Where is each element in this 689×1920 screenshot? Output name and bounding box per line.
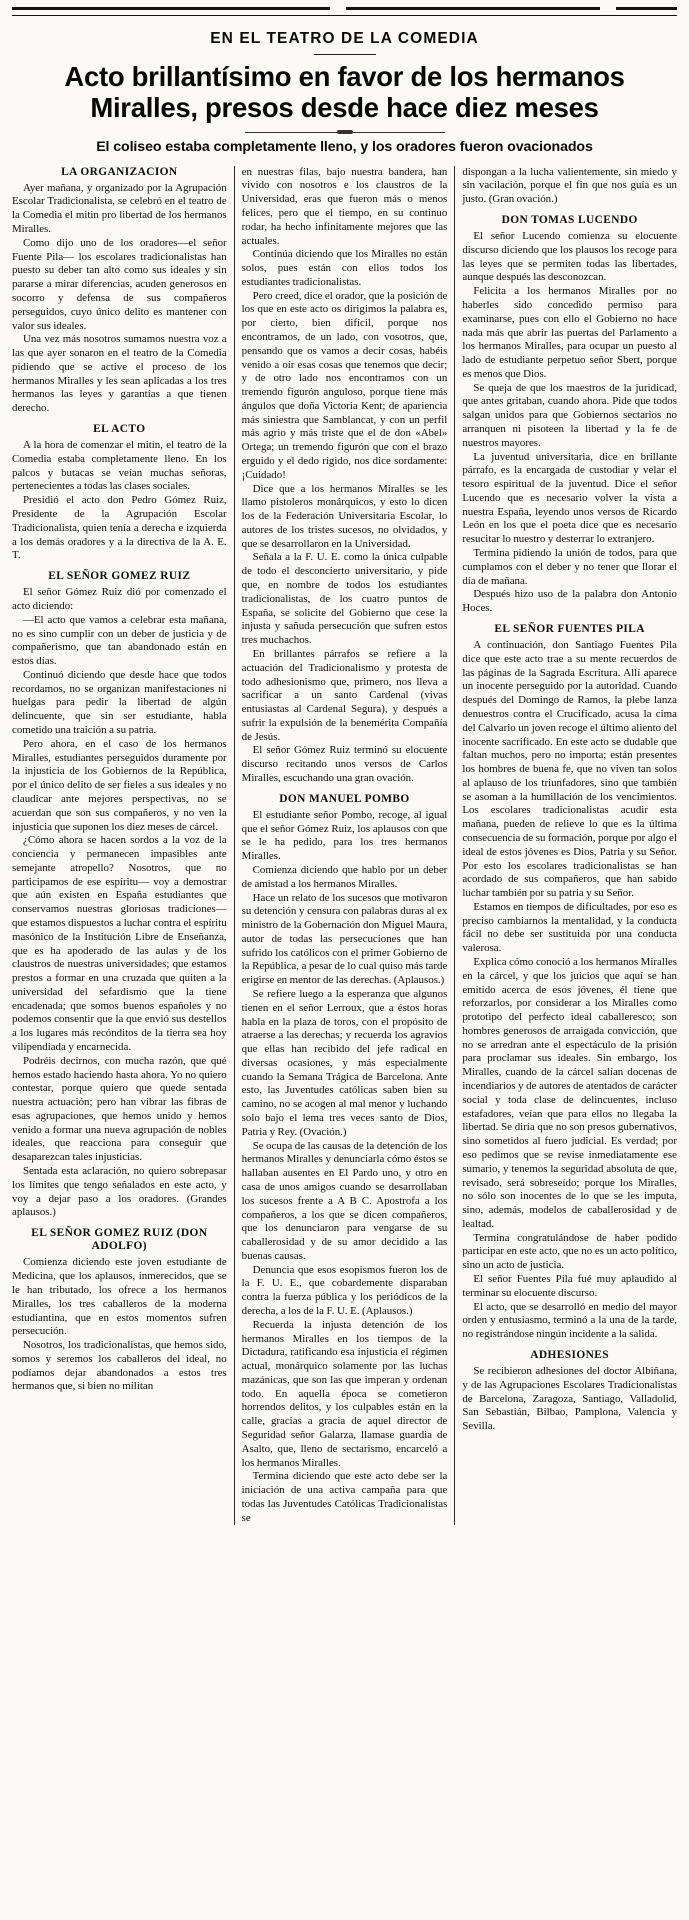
article-paragraph: Se recibieron adhesiones del doctor Albiñana, y de las Agrupaciones Escolares Tradicionalistas de Barcelona, Zaragoza, Santiago, Valladolid, San Sebastián, Bilbao, Pamplona, Valencia y Sevilla. (462, 1364, 677, 1433)
kicker: EN EL TEATRO DE LA COMEDIA (210, 30, 479, 47)
article-paragraph: Continúa diciendo que los Miralles no están solos, pues están con ellos todos los estudiantes tradicionalistas. (241, 248, 448, 288)
article-paragraph: Una vez más nosotros sumamos nuestra voz a las que ayer sonaron en el teatro de la Comedia pidiendo que se active el proceso de los hermanos Miralles y les sean aplicadas a los tres hermanos las leyes y garantías a que tienen derecho. (12, 333, 227, 415)
article-paragraph: Termina congratulándose de haber podido participar en este acto, que no es un acto político, sino un acto de justicia. (462, 1231, 677, 1272)
article-paragraph: El señor Lucendo comienza su elocuente discurso diciendo que los plausos los recoge para las leyes que se permiten todas las libertades, aunque después las desconozcan. (462, 230, 677, 284)
section-heading: EL SEÑOR GOMEZ RUIZ (48, 570, 191, 583)
section-heading: DON MANUEL POMBO (279, 792, 410, 805)
article-paragraph: Ayer mañana, y organizado por la Agrupación Escolar Tradicionalista, se celebró en el teatro de la Comedia el mitin pro libertad de los hermanos Miralles. (12, 181, 227, 236)
article-paragraph: Señala a la F. U. E. como la única culpable de todo el desconcierto universitario, y pide que, en nombre de todos los estudiantes tradicionalistas, de los cuatro puntos de España, se solicite del Gobierno que cese la injusta y sañuda persecución que sufren estos tres muchachos. (241, 551, 448, 647)
article-paragraph: Comienza diciendo este joven estudiante de Medicina, que los aplausos, inmerecidos, que se le han tributado, los ofrece a los hermanos Miralles, los tres caballeros de la moderna estudiantina, que en estos momentos sufren persecución. (12, 1256, 227, 1338)
section-heading: DON TOMAS LUCENDO (501, 213, 638, 226)
article-paragraph: A continuación, don Santiago Fuentes Pila dice que este acto trae a su mente recuerdos de las páginas de la Sagrada Escritura. Allí aparece un inocente perseguido por la autoridad. Cuando después del Domingo de Ramos, la plebe lanza denuestros contra el Crucificado, acusa la cima del Calvario un joven recoge el último aliento del inocente sacrificado. En este acto se dudable que faltan muchos, pero no importa; están presentes los hombres de buena fe, que no viven tan solos al aplauso de los triunfadores, sino que también se asoman a la humillación de los vencimientos. Los escolares tradicionalistas acudir esta mañana, pueden de relieve lo que es la última consecuencia de su formación, porque por algo el ideal de estos jóvenes es Dios, Patria y su Señor. Por esto los escolares tradicionalistas se han acordado de sus compañeros, que han sabido luchar también por su patria y su Señor. (462, 639, 677, 900)
column-2 (234, 166, 456, 1526)
kicker-divider (314, 54, 376, 55)
article-paragraph: Presidió el acto don Pedro Gómez Ruiz, Presidente de la Agrupación Escolar Tradicionalista, quien tenía a derecha e izquierda a los demás oradores y a la directiva de la A. E. T. (12, 494, 227, 562)
article-paragraph: La juventud universitaria, dice en brillante párrafo, es la encargada de custodiar y velar el tesoro espiritual de la juventud. Dice el señor Lucendo que es necesario volver la vista a nuestra España, leyendo unos versos de Ricardo León en los que el poeta dice que es necesario resucitar lo nuestro y desterrar lo extranjero. (462, 450, 677, 546)
article-paragraph: Termina pidiendo la unión de todos, para que cumplamos con el deber y no tener que llorar el día de mañana. (462, 547, 677, 587)
article-paragraph: ¿Cómo ahora se hacen sordos a la voz de la conciencia y permanecen impasibles ante semejante atropello? Nosotros, que no participamos de ese espíritu— voy a demostrar que aún existen en España estudiantes que conservamos nuestras gloriosas tradiciones— que estamos dispuestos a luchar contra el espíritu masónico de la Institución Libre de Enseñanza, que es ha apoderado de las aulas y de los claustros de nuestras universidades; que estamos prestos a formar en una cruzada que quiten a la universidad del sefardismo que la tiene encadenada; que somos buenos españoles y no podemos consentir que la que envió sus destellos a los lugares más recónditos de la tierra sea hoy vilipendiada y encarnecida. (12, 834, 227, 1054)
article-paragraph: —El acto que vamos a celebrar esta mañana, no es sino cumplir con un deber de justicia y de compañerismo, que tan abandonado están en estos días. (12, 613, 227, 668)
article-paragraph: A la hora de comenzar el mitin, el teatro de la Comedia estaba completamente lleno. En los palcos y butacas se veían muchas señoras, pertenecientes a todas las clases sociales. (12, 439, 227, 493)
article-paragraph: Termina diciendo que este acto debe ser la iniciación de una activa campaña para que todas las Juventudes Católicas Tradicionalistas se (241, 1470, 448, 1524)
section-heading: ADHESIONES (530, 1348, 609, 1361)
article-paragraph: Denuncia que esos esopismos fueron los de la F. U. E., que cobardemente disparaban contra la fuerza pública y los periódicos de la derecha, a los de la F. U. E. (Aplausos.) (241, 1263, 448, 1317)
article-paragraph: Se queja de que los maestros de la juridicad, que antes gritaban, cuando ahora. Pide que todos salgan unidos para que Gobiernos sectarios no arranquen ni pisoteen la libertad y la fe de nuestros mayores. (462, 381, 677, 449)
column-1 (12, 166, 234, 1526)
article-paragraph: Nosotros, los tradicionalistas, que hemos sido, somos y seremos los caballeros del ideal, no podíamos dejar abandonados a estos tres hermanos que, si bien no militan (12, 1339, 227, 1393)
column-3 (455, 166, 677, 1526)
article-paragraph: En brillantes párrafos se refiere a la actuación del Tradicionalismo y protesta de todo adhesionismo que, primero, nos lleva a sacrificar a un santo Cardenal (vivas entusiastas al Cardenal Segura), y después a sufrir la expulsión de la benemérita Compañía de Jesús. (241, 647, 448, 743)
article-paragraph: Pero creed, dice el orador, que la posición de los que en este acto os dirigimos la palabra es, por cierto, bien difícil, porque nos encontramos, de un lado, con vosotros, que, pensando que os vamos a decir cosas, habéis venido a oír esas cosas que tenemos que decir; y de otro lado nos encontramos con un tremendo figurón anguloso, porque tiene más ángulos que doña Victoria Kent; de apariencia más siniestra que Samblancat, y con un perfil más agrio y más triste que el de don «Abel» Ortega; un tremendo figurón que con el brazo erguido y el dedo rígido, nos dice sordamente: ¡Cuidado! (241, 289, 448, 481)
article-paragraph: Se refiere luego a la esperanza que algunos tienen en el señor Lerroux, que a éstos horas habla en la plaza de toros, con el propósito de atraerse a las derechas; y recuerda los agravios que ellas han recibido del jefe radical en diversas ocasiones, y más especialmente cuando la Semana Trágica de Barcelona. Ante esto, las Juventudes católicas saben bien su camino, no se acogen al mal menor y luchando solo bajo el lema tres veces santo de Dios, Patria y Rey. (Ovación.) (241, 988, 448, 1138)
page-title: Acto brillantísimo en favor de los hermanos Miralles, presos desde hace diez meses (64, 61, 625, 123)
article-paragraph: en nuestras filas, bajo nuestra bandera, han vivido con nosotros e los claustros de la Universidad, eras que fueron más o menos felices, pero que el tiempo, en su continuo rodar, ha hecho infinitamente mejores que las actuales. (241, 165, 448, 247)
article-paragraph: El señor Fuentes Pila fué muy aplaudido al terminar su elocuente discurso. (462, 1272, 677, 1299)
article-paragraph: Continuó diciendo que desde hace que todos recordamos, no se organizan manifestaciones ni huelgas para pedir la libertad de algún delincuente, que sin ser estudiante, habla cometido una traición a su patria. (12, 668, 227, 737)
article-paragraph: El señor Gómez Ruiz terminó su elocuente discurso recitando unos versos de Carlos Miralles, escuchando una gran ovación. (241, 744, 448, 784)
article-paragraph: El acto, que se desarrolló en medio del mayor orden y entusiasmo, terminó a la una de la tarde, no registrándose ningún incidente a la salida. (462, 1300, 677, 1341)
article-paragraph: Estamos en tiempos de dificultades, por eso es preciso cambiarnos la mentalidad, y la conducta fácil no debe ser sustituida por una conducta valerosa. (462, 900, 677, 955)
article-paragraph: Explica cómo conoció a los hermanos Miralles en la cárcel, y que los juicios que aquí se han emitido acerca de esos jóvenes, él tiene que reforzarlos, por considerar a los Miralles como prototipo del perfecto ideal caballeresco; son hombres generosos de arraigada convicción, que no se arredran ante el espectáculo de la prisión para proclamar sus ideales. Sin embargo, los Miralles, cuando de la cárcel salían docenas de incendiarios y de autores de atentados de carácter social y toda clase de delincuentes, incluso estafadores, veían que para ellos no llegaba la libertad. Se diría que no son presos gubernativos, sino sometidos al fuero judicial. Es verdad; por eso pedimos que se revise inmediatamente ese sumario, y tenemos la seguridad absoluta de que, revisado, será sobreseído; porque los Miralles, no sólo son inocentes de lo que se les imputa, sino, además, modelos de caballerosidad y de lealtad. (462, 956, 677, 1230)
article-paragraph: Después hizo uso de la palabra don Antonio Hoces. (462, 588, 677, 615)
article-paragraph: Hace un relato de los sucesos que motivaron su detención y censura con palabras duras al ex ministro de la Gobernación don Miguel Maura, autor de todas las persecuciones que han sufrido los católicos con el primer Gobierno de la República, a pesar de lo cual quiso más tarde erigirse en mentor de las derechas. (Aplausos.) (241, 891, 448, 987)
article-paragraph: Se ocupa de las causas de la detención de los hermanos Miralles y denunciarla cómo éstos se hallaban ausentes en El Pardo uno, y otro en casa de unos amigos cuando se desarrollaban los sucesos frente a A B C. Apostrofa a los compañeros, a los que se dicen compañeros, que los denunciaron para vengarse de su caballerosidad y de su amor decidido a las buenas causas. (241, 1139, 448, 1262)
article-paragraph: Pero ahora, en el caso de los hermanos Miralles, estudiantes perseguidos duramente por la injusticia de los Gobiernos de la República, por el único delito de ser fieles a sus ideales y no claudicar ante mejores perspectivas, no se acuerdan que son sus compañeros, y no ven la injusticia que suponen los diez meses de cárcel. (12, 737, 227, 833)
section-heading: EL SEÑOR GOMEZ RUIZ (DON ADOLFO) (31, 1227, 208, 1253)
masthead-rule-gap-left (330, 7, 346, 12)
masthead-rule-gap-right (600, 7, 616, 12)
article-paragraph: El estudiante señor Pombo, recoge, al igual que el señor Gómez Ruiz, los aplausos con que se le ha pedido, para los tres hermanos Miralles. (241, 808, 448, 863)
article-paragraph: Dice que a los hermanos Miralles se les llamo pistoleros monárquicos, y esto lo dicen los de la Federación Universitaria Escolar, lo autores de los tristes sucesos, no olvidados, y que se desarrollaron en la Universidad. (241, 482, 448, 550)
article-paragraph: Felicita a los hermanos Miralles por no haberles sido concedido permiso para examinarse, pues con ello el Gobierno no hace nada más que abrir las puertas del Parlamento a los hermanos Miralles, para ocupar un puesto al lado de estudiante perpetuo señor Sbert, porque es menos que Dios. (462, 285, 677, 380)
article-paragraph: Sentada esta aclaración, no quiero sobrepasar los límites que tengo señalados en este acto, y voy a dejar paso a los oradores. (Grandes aplausos.) (12, 1165, 227, 1219)
article-paragraph: Podréis decirnos, con mucha razón, que qué hemos estado haciendo hasta ahora. Yo no quiero contestar, porque quiero que quede sentada nuestra actuación; pero han vibrar las fibras de esas agrupaciones, que hemos unido y hemos venido a formar una nueva agrupación de nobles ideales, que reacciona para conseguir que desaparezcan tales injusticias. (12, 1054, 227, 1164)
section-heading: EL SEÑOR FUENTES PILA (494, 622, 645, 635)
section-heading: LA ORGANIZACION (61, 165, 178, 178)
headline-divider (245, 132, 445, 133)
article-paragraph: dispongan a la lucha valientemente, sin miedo y sin vacilación, porque el fin que nos guía es un justo. (Gran ovación.) (462, 165, 677, 206)
article-paragraph: Recuerda la injusta detención de los hermanos Miralles en los tiempos de la Dictadura, ratificando esa injusticia el régimen actual, monárquico solamente por las luchas mazánicas, que son las que imperan y ordenan todo. En aquella época se cometieron horrendos delitos, y los culpables están en la calle, gracias a gracia de aquel director de Seguridad señor Galarza, llamase guardia de Asalto, que, lleno de sectarismo, encarceló a los hermanos Miralles. (241, 1318, 448, 1469)
article-paragraph: Como dijo uno de los oradores—el señor Fuente Pila— los escolares tradicionalistas han puesto su deber tan alto como sus ideales y sin pararse a mirar diferencias, acuden generosos en socorro y defensa de sus compañeros perseguidos, cuyo único delito es mantener con valor sus ideales. (12, 236, 227, 332)
article-columns (12, 166, 677, 1526)
article-paragraph: Comienza diciendo que hablo por un deber de amistad a los hermanos Miralles. (241, 863, 448, 890)
subheadline: El coliseo estaba completamente lleno, y los oradores fueron ovacionados (96, 138, 593, 155)
section-heading: EL ACTO (93, 422, 146, 435)
article-paragraph: El señor Gómez Ruiz dió por comenzado el acto diciendo: (12, 586, 227, 613)
